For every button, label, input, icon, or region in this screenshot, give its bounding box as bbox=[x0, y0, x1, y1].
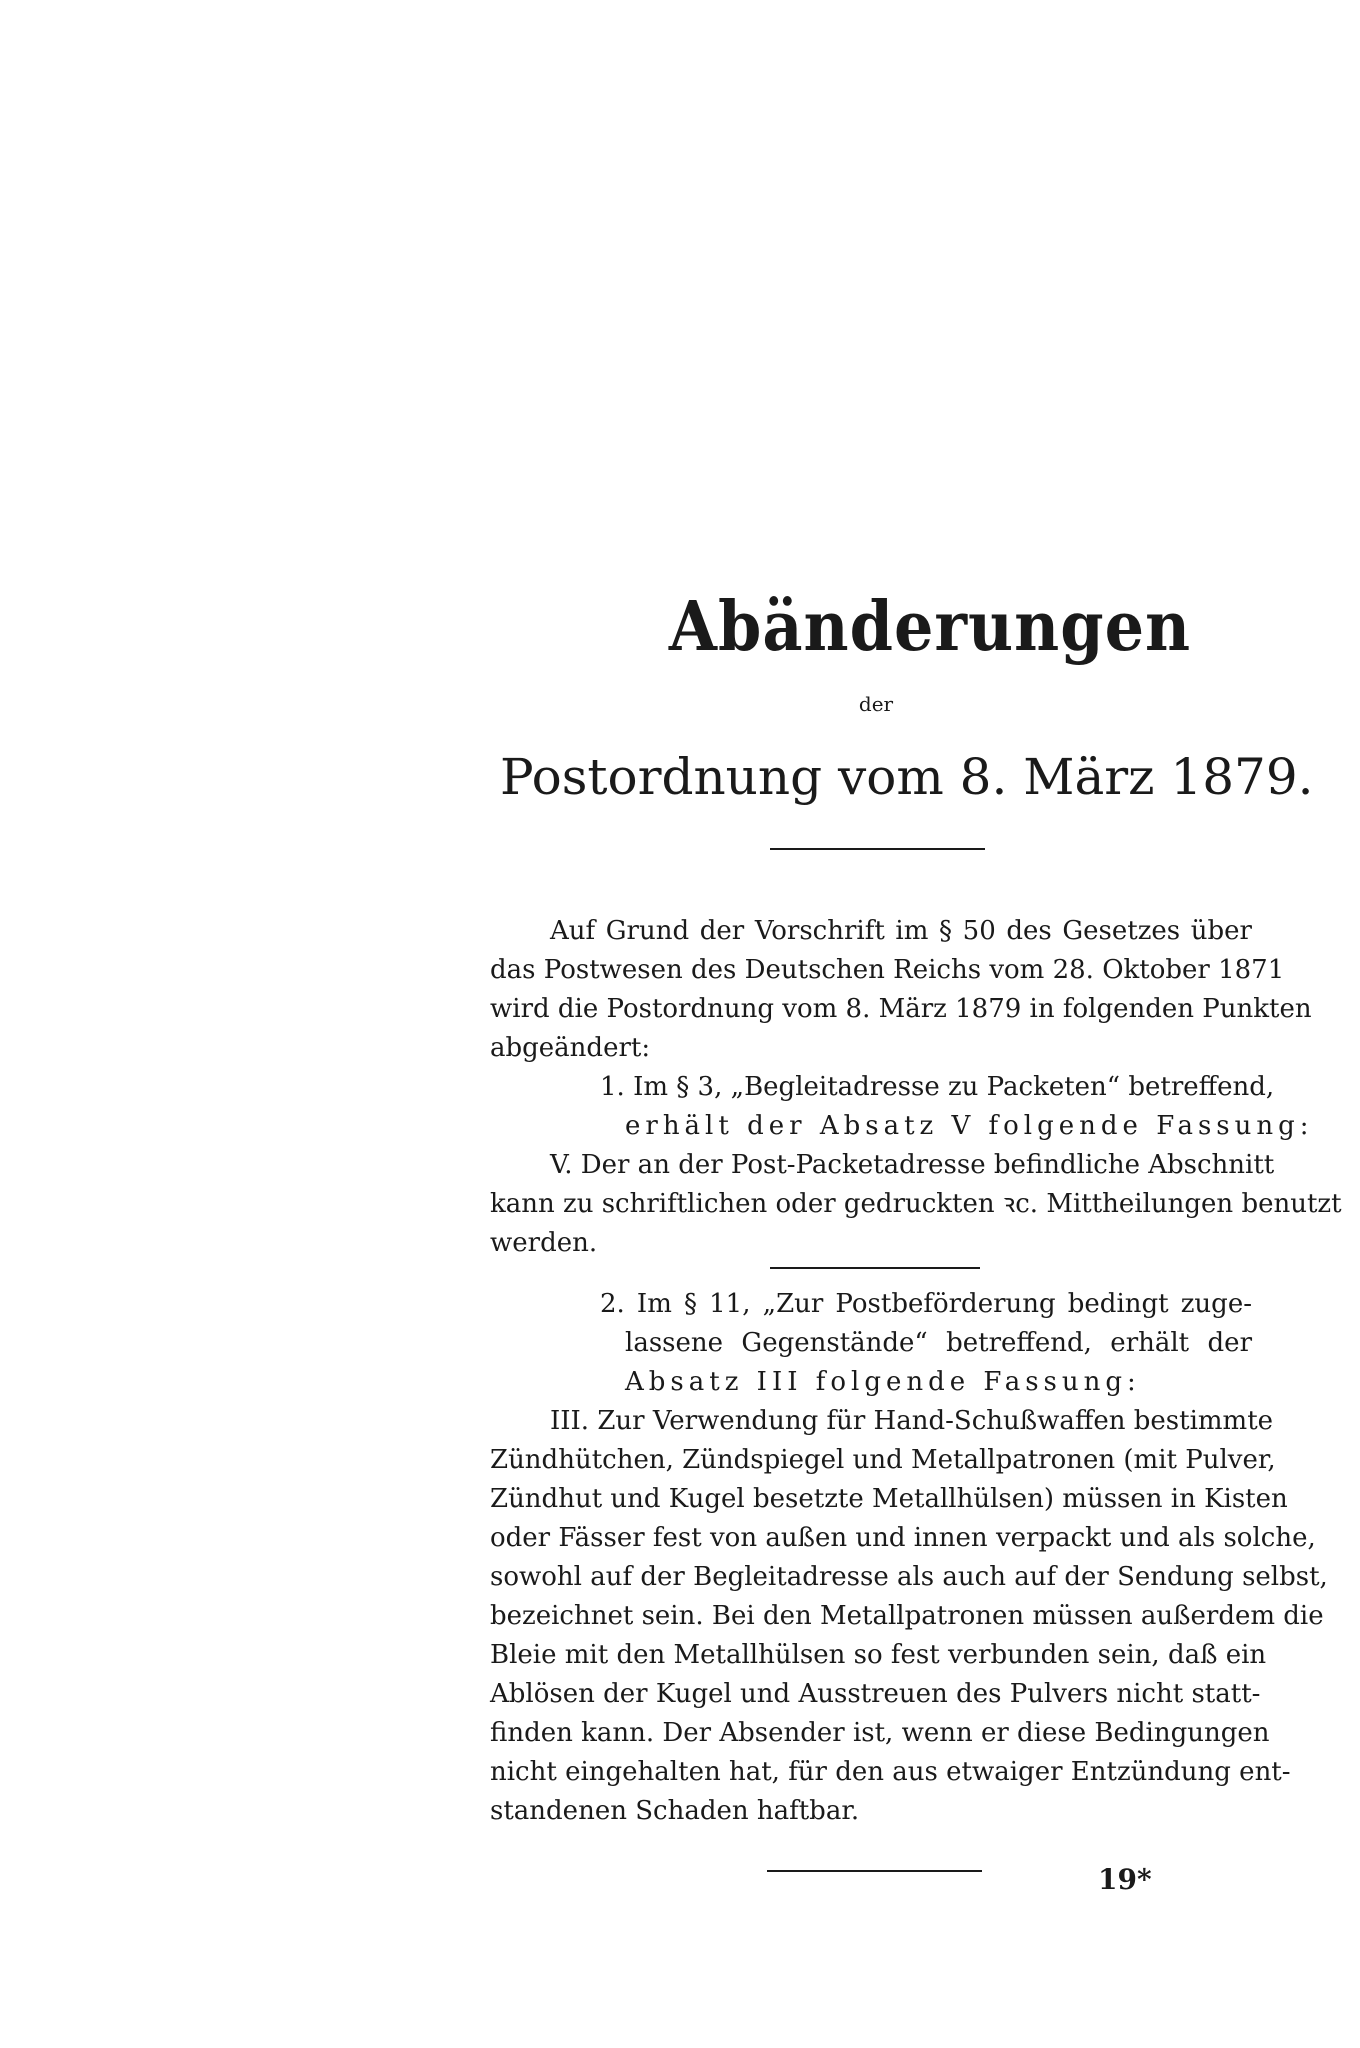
text-line: nicht eingehalten hat, für den aus etwaiger Entzündung ent- bbox=[490, 1757, 1291, 1787]
text-line: Zündhut und Kugel besetzte Metallhülsen) müssen in Kisten bbox=[490, 1484, 1288, 1514]
title-connector: der bbox=[858, 692, 894, 716]
text-line: Auf Grund der Vorschrift im § 50 des Gesetzes über bbox=[550, 916, 1252, 946]
text-line: III. Zur Verwendung für Hand-Schußwaffen bestimmte bbox=[550, 1406, 1274, 1436]
item-heading-line: 2. Im § 11, „Zur Postbeförderung bedingt zuge- bbox=[600, 1289, 1252, 1319]
item-heading-line: 1. Im § 3, „Begleitadresse zu Packeten“ betreffend, bbox=[600, 1072, 1275, 1102]
page-subtitle: Postordnung vom 8. März 1879. bbox=[500, 748, 1314, 806]
text-line: oder Fässer fest von außen und innen verpackt und als solche, bbox=[490, 1523, 1316, 1553]
text-line: abgeändert: bbox=[490, 1033, 651, 1063]
text-line: kann zu schriftlichen oder gedruckten ꝛc. Mittheilungen benutzt bbox=[490, 1189, 1342, 1219]
page-title: Abänderungen bbox=[668, 586, 1192, 667]
text-line: bezeichnet sein. Bei den Metallpatronen müssen außerdem die bbox=[490, 1601, 1324, 1631]
text-line: das Postwesen des Deutschen Reichs vom 28. Oktober 1871 bbox=[490, 955, 1285, 985]
divider-rule bbox=[770, 1267, 980, 1269]
page-number: 19* bbox=[1098, 1863, 1152, 1896]
text-line: wird die Postordnung vom 8. März 1879 in folgenden Punkten bbox=[490, 994, 1312, 1024]
text-line: Zündhütchen, Zündspiegel und Metallpatronen (mit Pulver, bbox=[490, 1445, 1276, 1475]
item-heading-line: erhält der Absatz V folgende Fassung: bbox=[625, 1111, 1314, 1141]
divider-rule bbox=[767, 1870, 982, 1872]
text-line: Ablösen der Kugel und Ausstreuen des Pulvers nicht statt- bbox=[490, 1679, 1261, 1709]
text-line: sowohl auf der Begleitadresse als auch auf der Sendung selbst, bbox=[490, 1562, 1328, 1592]
text-line: werden. bbox=[490, 1228, 598, 1258]
text-line: finden kann. Der Absender ist, wenn er diese Bedingungen bbox=[490, 1718, 1270, 1748]
divider-rule bbox=[770, 848, 985, 850]
document-body bbox=[490, 912, 1342, 1831]
item-heading-line: lassene Gegenstände“ betreffend, erhält der bbox=[625, 1328, 1252, 1358]
text-line: standenen Schaden haftbar. bbox=[490, 1796, 860, 1826]
item-heading-line: Absatz III folgende Fassung: bbox=[625, 1367, 1141, 1397]
text-line: V. Der an der Post-Packetadresse befindliche Abschnitt bbox=[550, 1150, 1275, 1180]
text-line: Bleie mit den Metallhülsen so fest verbunden sein, daß ein bbox=[490, 1640, 1267, 1670]
